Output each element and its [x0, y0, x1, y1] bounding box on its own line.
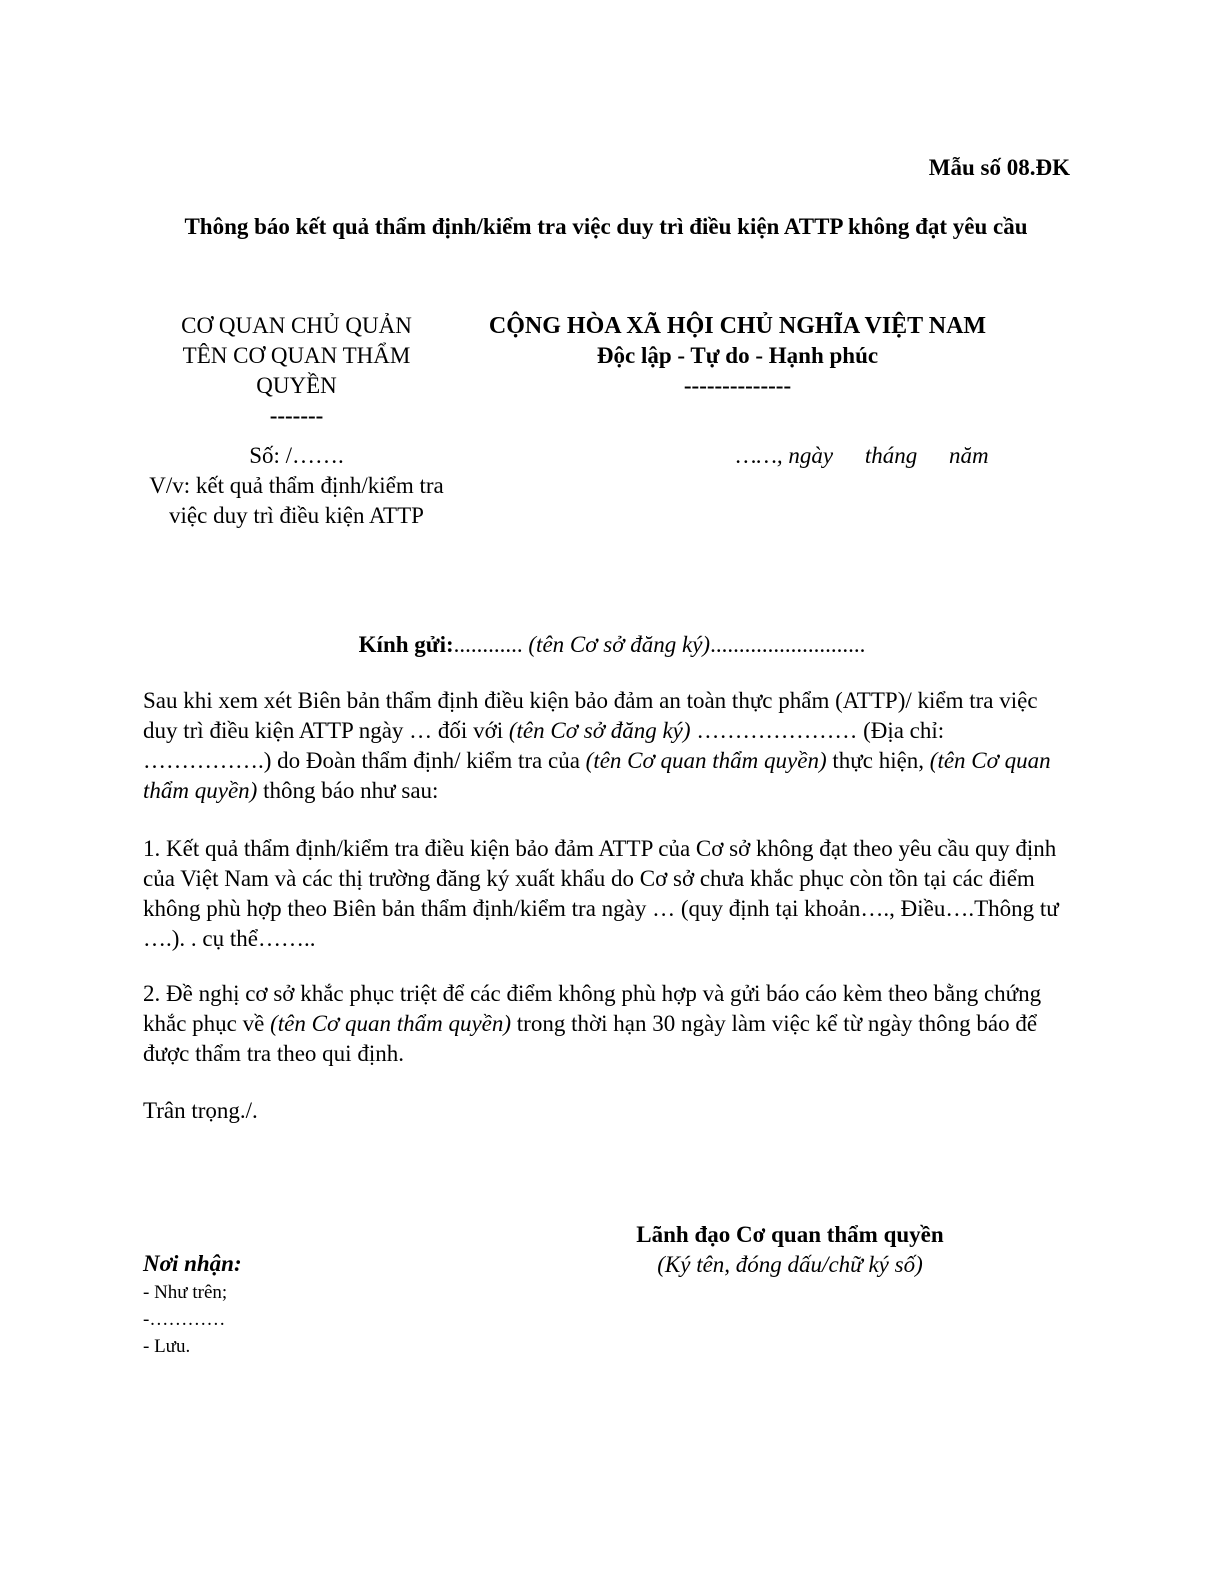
date-line	[736, 441, 989, 471]
national-name: CỘNG HÒA XÃ HỘI CHỦ NGHĨA VIỆT NAM	[488, 313, 987, 339]
list-item: - Như trên;	[143, 1282, 228, 1303]
form-number: Mẫu số 08.ĐK	[928, 155, 1070, 180]
recipient-dots-before: ............	[453, 632, 523, 657]
body-paragraph-intro	[143, 686, 1073, 806]
text-run: ………………… (Địa chỉ: …………….) do Đoàn thẩm định/ kiểm tra của	[143, 718, 945, 773]
closing-greeting: Trân trọng./.	[143, 1098, 258, 1123]
text-run: thực hiện,	[826, 748, 930, 773]
signer-note: (Ký tên, đóng dấu/chữ ký số)	[657, 1252, 923, 1277]
recipient-name: (tên Cơ sở đăng ký)	[528, 632, 711, 657]
text-run: (tên Cơ sở đăng ký)	[508, 718, 691, 743]
date-year: năm	[949, 443, 989, 468]
list-item: - Lưu.	[143, 1336, 191, 1357]
parent-agency: CƠ QUAN CHỦ QUẢN	[181, 313, 412, 338]
document-subject: V/v: kết quả thẩm định/kiểm tra việc duy trì điều kiện ATTP	[149, 473, 444, 528]
national-motto: Độc lập - Tự do - Hạnh phúc	[596, 343, 879, 368]
document-number: Số: /…….	[249, 443, 344, 468]
text-run: (tên Cơ quan thẩm quyền)	[585, 748, 827, 773]
date-place: ……, ngày	[736, 443, 834, 468]
recipients-title: Nơi nhận:	[143, 1251, 242, 1276]
text-run: (tên Cơ quan thẩm quyền)	[270, 1011, 512, 1036]
text-run: 2. Đề nghị cơ sở khắc phục triệt để các điểm không phù hợp và gửi báo cáo kèm theo bằng chứng khắc phục về	[143, 981, 1042, 1036]
national-heading-block	[485, 311, 990, 401]
signature-block	[590, 1220, 990, 1280]
right-separator: --------------	[683, 373, 792, 398]
body-paragraph-request	[143, 979, 1073, 1069]
list-item: -…………	[143, 1309, 226, 1330]
text-run: trong thời hạn 30 ngày làm việc kể từ ngày thông báo để được thẩm tra theo qui định.	[143, 1011, 1038, 1066]
recipient-label: Kính gửi:	[358, 632, 454, 657]
recipient-line	[0, 630, 1224, 660]
left-separator: -------	[269, 403, 324, 428]
body-paragraph-result: 1. Kết quả thẩm định/kiểm tra điều kiện bảo đảm ATTP của Cơ sở không đạt theo yêu cầu quy định của Việt Nam và các thị trường đăng ký xuất khẩu do Cơ sở chưa khắc phục còn tồn tại các điểm không phù hợp theo Biên bản thẩm định/kiểm tra ngày … (quy định tại khoản…., Điều….Thông tư ….). . cụ thể……..	[143, 836, 1059, 951]
recipient-dots-after: ...........................	[710, 632, 866, 657]
date-month: tháng	[864, 443, 918, 468]
text-run: Sau khi xem xét Biên bản thẩm định điều kiện bảo đảm an toàn thực phẩm (ATTP)/ kiểm tra việc duy trì điều kiện ATTP ngày … đối với	[143, 688, 1038, 743]
signer-title: Lãnh đạo Cơ quan thẩm quyền	[636, 1222, 944, 1247]
issuing-agency-block	[145, 311, 448, 431]
document-title: Thông báo kết quả thẩm định/kiểm tra việc duy trì điều kiện ATTP không đạt yêu cầu	[184, 214, 1028, 239]
competent-agency: TÊN CƠ QUAN THẨM QUYỀN	[182, 343, 411, 398]
recipients-list	[143, 1279, 227, 1360]
text-run: thông báo như sau:	[257, 778, 439, 803]
text-run: (tên Cơ quan thẩm quyền)	[143, 748, 1051, 803]
